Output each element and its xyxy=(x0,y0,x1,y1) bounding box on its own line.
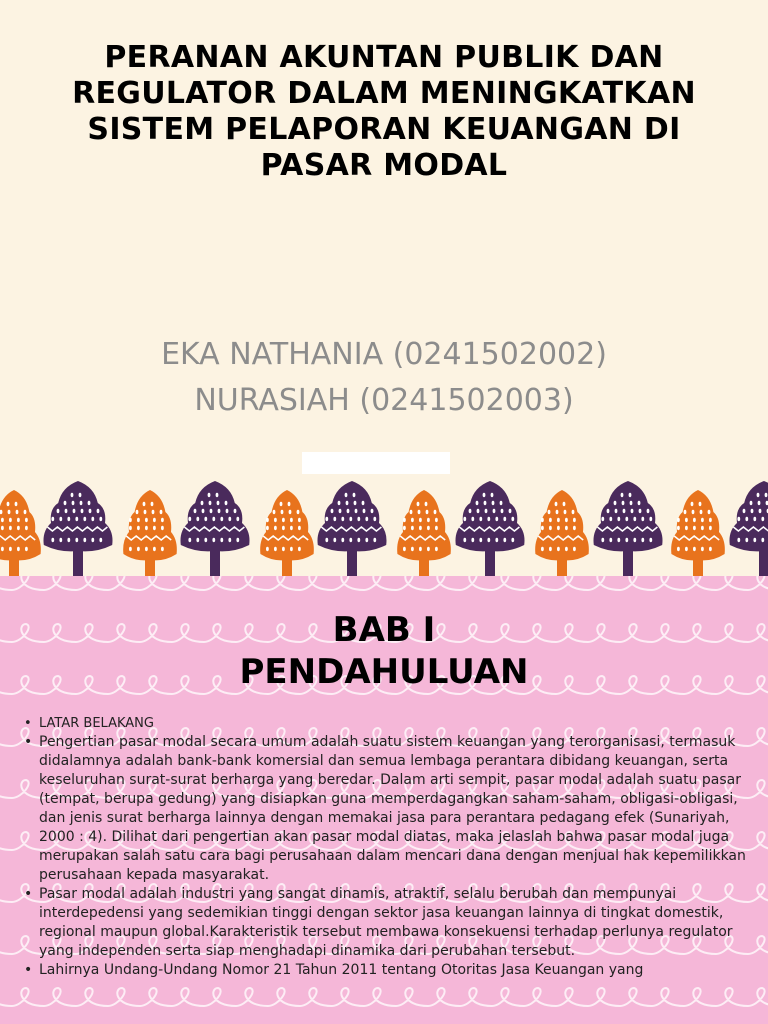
orange-tree-icon xyxy=(260,490,314,576)
tree-border-decoration xyxy=(0,478,768,576)
white-rectangle xyxy=(302,452,450,474)
orange-tree-icon xyxy=(0,490,41,576)
purple-tree-icon xyxy=(456,481,525,576)
purple-tree-icon xyxy=(594,481,663,576)
chapter-number: BAB I xyxy=(332,610,436,650)
loop-line xyxy=(0,988,768,1006)
bullet-content xyxy=(24,714,754,980)
author-1: EKA NATHANIA (0241502002) xyxy=(161,337,607,372)
bullet-item: • Pengertian pasar modal secara umum adalah suatu sistem keuangan yang terorganisasi, termasuk didalamnya adalah bank-bank komersial dan semua lembaga perantara dibidang keuangan, serta keseluruhan surat-surat berharga yang beredar. Dalam arti sempit, pasar modal adalah suatu pasar (tempat, berupa gedung) yang disiapkan guna memperdagangkan saham-saham, obligasi-obligasi, dan jenis surat berharga lainnya dengan memakai jasa para perantara pedagang efek (Sunariyah, 2000 : 4). Dilihat dari pengertian akan pasar modal diatas, maka jelaslah bahwa pasar modal juga merupakan salah satu cara bagi perusahaan dalam mencari dana dengan menjual hak kepemilikkan perusahaan kepada masyarakat. xyxy=(24,733,754,885)
chapter-title: PENDAHULUAN xyxy=(239,652,529,692)
loop-line xyxy=(0,576,768,590)
slide-title: PERANAN AKUNTAN PUBLIK DAN REGULATOR DALAM MENINGKATKAN SISTEM PELAPORAN KEUANGAN DI PASAR MODAL xyxy=(72,40,696,183)
author-list xyxy=(40,332,728,424)
orange-tree-icon xyxy=(123,490,177,576)
purple-tree-icon xyxy=(730,481,768,576)
orange-tree-icon xyxy=(397,490,451,576)
bullet-item: • LATAR BELAKANG xyxy=(24,714,754,733)
bullet-item: • Lahirnya Undang-Undang Nomor 21 Tahun 2011 tentang Otoritas Jasa Keuangan yang xyxy=(24,961,754,980)
chapter-heading xyxy=(0,609,768,693)
content-slide xyxy=(0,576,768,1024)
bullet-item: • Pasar modal adalah industri yang sangat dinamis, atraktif, selalu berubah dan mempunyai interdepedensi yang sedemikian tinggi dengan sektor jasa keuangan lainnya di tingkat domestik, regional maupun global.Karakteristik tersebut membawa konsekuensi terhadap perlunya regulator yang independen serta siap menghadapi dinamika dari perubahan tersebut. xyxy=(24,885,754,961)
purple-tree-icon xyxy=(181,481,250,576)
orange-tree-icon xyxy=(671,490,725,576)
author-2: NURASIAH (0241502003) xyxy=(194,383,574,418)
purple-tree-icon xyxy=(318,481,387,576)
orange-tree-icon xyxy=(535,490,589,576)
purple-tree-icon xyxy=(44,481,113,576)
